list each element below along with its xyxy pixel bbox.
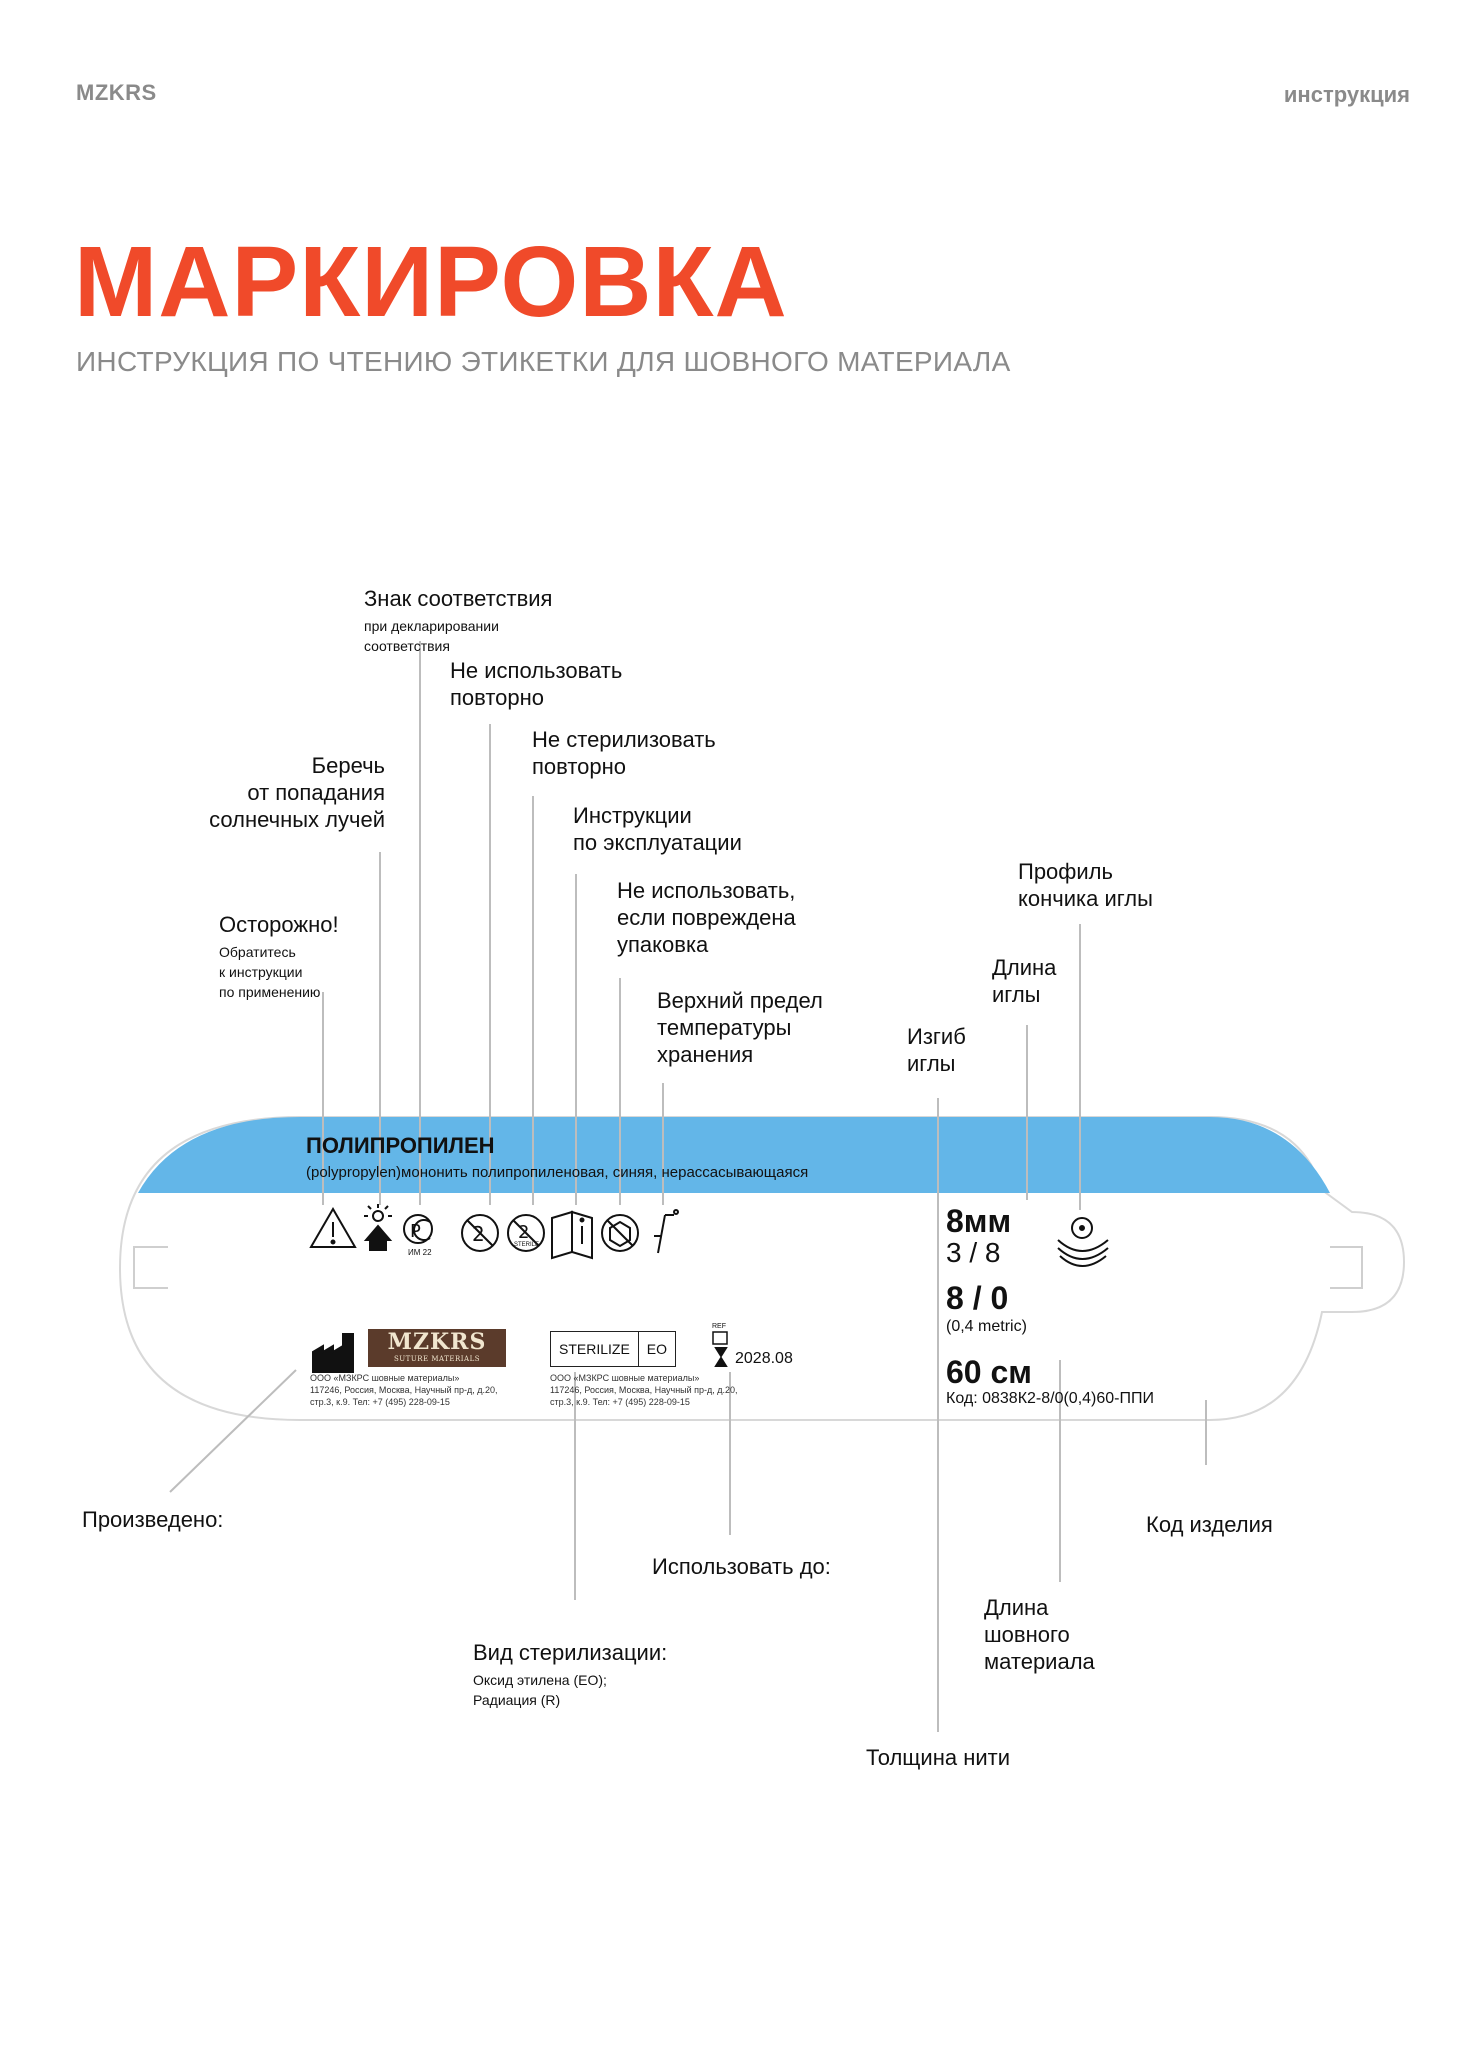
mzkrs-logo: [368, 1329, 506, 1367]
callout-needle-tip: Профиль кончика иглы: [1018, 859, 1153, 911]
svg-text:2: 2: [472, 1222, 485, 1246]
manufacturer-info-2: ООО «МЗКРС шовные материалы» 117246, Россия, Москва, Научный пр-д, д.20, стр.3, к.9. Тел: +7 (495) 228-09-15: [550, 1373, 738, 1407]
product-code-value: Код: 0838К2-8/0(0,4)60-ППИ: [946, 1390, 1154, 1407]
callout-product-code: Код изделия: [1146, 1512, 1273, 1537]
callout-sunlight: Беречь от попадания солнечных лучей: [209, 753, 385, 832]
callout-caution-note: Обратитесь к инструкции по применению: [219, 944, 321, 1000]
product-name: ПОЛИПРОПИЛЕН: [306, 1133, 495, 1158]
callout-needle-curve: Изгиб иглы: [907, 1024, 966, 1076]
suture-length-value: 60 см: [946, 1354, 1032, 1390]
page-subtitle: ИНСТРУКЦИЯ ПО ЧТЕНИЮ ЭТИКЕТКИ ДЛЯ ШОВНОГО МАТЕРИАЛА: [76, 346, 1011, 377]
callout-conformity-title: Знак соответствия: [364, 586, 553, 611]
brand-name: MZKRS: [76, 80, 157, 105]
sterilize-box: [550, 1331, 676, 1367]
callout-suture-length: Длина шовного материала: [984, 1595, 1095, 1674]
callout-no-reuse: Не использовать повторно: [450, 658, 623, 710]
callout-sterilization-note: Оксид этилена (ЕО); Радиация (R): [473, 1672, 607, 1708]
callout-damaged: Не использовать, если повреждена упаковка: [617, 878, 796, 957]
thread-size-value: 8 / 0: [946, 1280, 1009, 1316]
callout-no-resterilize: Не стерилизовать повторно: [532, 727, 716, 779]
callout-manufacturer: Произведено:: [82, 1507, 224, 1532]
callout-use-by: Использовать до:: [652, 1554, 831, 1579]
thread-metric-value: (0,4 metric): [946, 1318, 1027, 1335]
logo-tagline: SUTURE MATERIALS: [393, 1355, 481, 1363]
callout-instructions: Инструкции по эксплуатации: [573, 803, 742, 855]
expiry-date: 2028.08: [735, 1350, 793, 1367]
product-description: (polypropylen)мононить полипропиленовая, синяя, нерассасывающаяся: [306, 1164, 809, 1181]
needle-curve-value: 3 / 8: [946, 1237, 1001, 1268]
logo-text: MZKRS: [387, 1329, 487, 1355]
sterilize-method: EO: [638, 1332, 675, 1366]
callout-sterilization: [473, 1612, 667, 1737]
callout-temp-limit: Верхний предел температуры хранения: [657, 988, 823, 1067]
svg-text:Р: Р: [410, 1221, 421, 1242]
manufacturer-info: ООО «МЗКРС шовные материалы» 117246, Россия, Москва, Научный пр-д, д.20, стр.3, к.9. Тел: +7 (495) 228-09-15: [310, 1373, 498, 1407]
callout-needle-length: Длина иглы: [992, 955, 1057, 1007]
needle-length-value: 8мм: [946, 1203, 1012, 1239]
callout-thread-thickness: Толщина нити: [866, 1745, 1010, 1770]
callout-caution-title: Осторожно!: [219, 912, 339, 937]
callout-sterilization-title: Вид стерилизации:: [473, 1640, 668, 1665]
svg-text:2: 2: [518, 1222, 530, 1243]
resterilize-caption: STERILE: [514, 1242, 540, 1248]
document-type: инструкция: [1283, 82, 1410, 107]
page-title: МАРКИРОВКА: [74, 226, 788, 338]
expiry-ref: REF: [712, 1323, 726, 1330]
sterilize-label: STERILIZE: [559, 1341, 630, 1357]
callout-conformity-note: при декларировании соответствия: [364, 618, 499, 654]
callout-caution: [219, 884, 339, 1029]
conformity-caption: ИМ 22: [408, 1248, 432, 1257]
